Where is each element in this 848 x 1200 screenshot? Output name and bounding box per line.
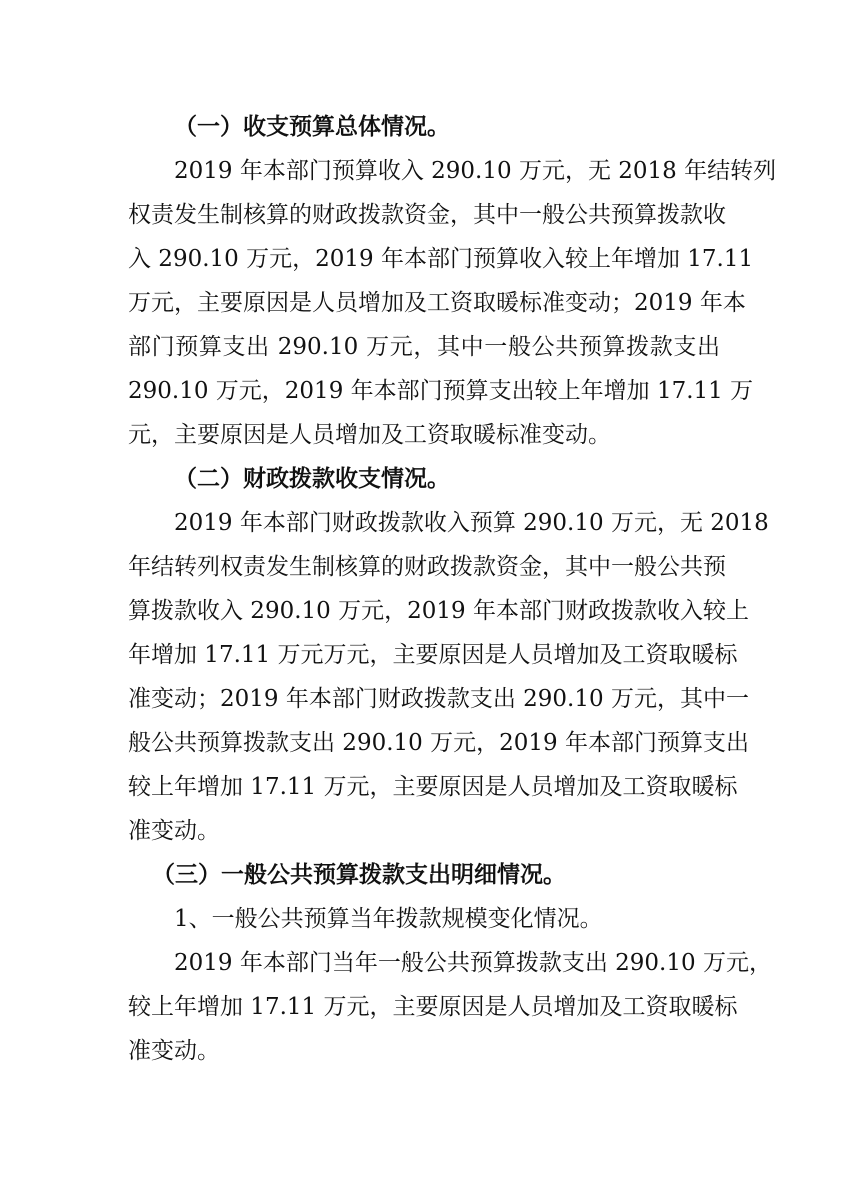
paragraph-line: 准变动。 [128,818,220,844]
paragraph-line: 2019 年本部门预算收入 290.10 万元，无 2018 年结转列 [174,158,777,184]
paragraph-line: 年结转列权责发生制核算的财政拨款资金，其中一般公共预 [128,554,726,580]
section-heading-2: （二）财政拨款收支情况。 [174,465,450,492]
section-heading-3: （三）一般公共预算拨款支出明细情况。 [152,861,566,888]
section-heading-1: （一）收支预算总体情况。 [174,113,450,140]
paragraph-line: 2019 年本部门财政拨款收入预算 290.10 万元，无 2018 [174,510,769,536]
paragraph-line: 算拨款收入 290.10 万元，2019 年本部门财政拨款收入较上 [128,598,749,624]
paragraph-line: 较上年增加 17.11 万元，主要原因是人员增加及工资取暖标 [128,994,738,1020]
subsection-heading: 1、一般公共预算当年拨款规模变化情况。 [174,906,603,932]
paragraph-line: 元，主要原因是人员增加及工资取暖标准变动。 [128,422,611,448]
paragraph-line: 入 290.10 万元，2019 年本部门预算收入较上年增加 17.11 [128,246,754,272]
paragraph-line: 部门预算支出 290.10 万元，其中一般公共预算拨款支出 [128,334,720,360]
paragraph-line: 290.10 万元，2019 年本部门预算支出较上年增加 17.11 万 [128,378,754,404]
paragraph-line: 准变动。 [128,1038,220,1064]
paragraph-line: 权责发生制核算的财政拨款资金，其中一般公共预算拨款收 [128,202,726,228]
paragraph-line: 年增加 17.11 万元万元，主要原因是人员增加及工资取暖标 [128,642,738,668]
paragraph-line: 万元，主要原因是人员增加及工资取暖标准变动；2019 年本 [128,290,746,316]
paragraph-line: 2019 年本部门当年一般公共预算拨款支出 290.10 万元， [174,950,772,976]
paragraph-line: 般公共预算拨款支出 290.10 万元，2019 年本部门预算支出 [128,730,749,756]
paragraph-line: 较上年增加 17.11 万元，主要原因是人员增加及工资取暖标 [128,774,738,800]
paragraph-line: 准变动；2019 年本部门财政拨款支出 290.10 万元，其中一 [128,686,749,712]
